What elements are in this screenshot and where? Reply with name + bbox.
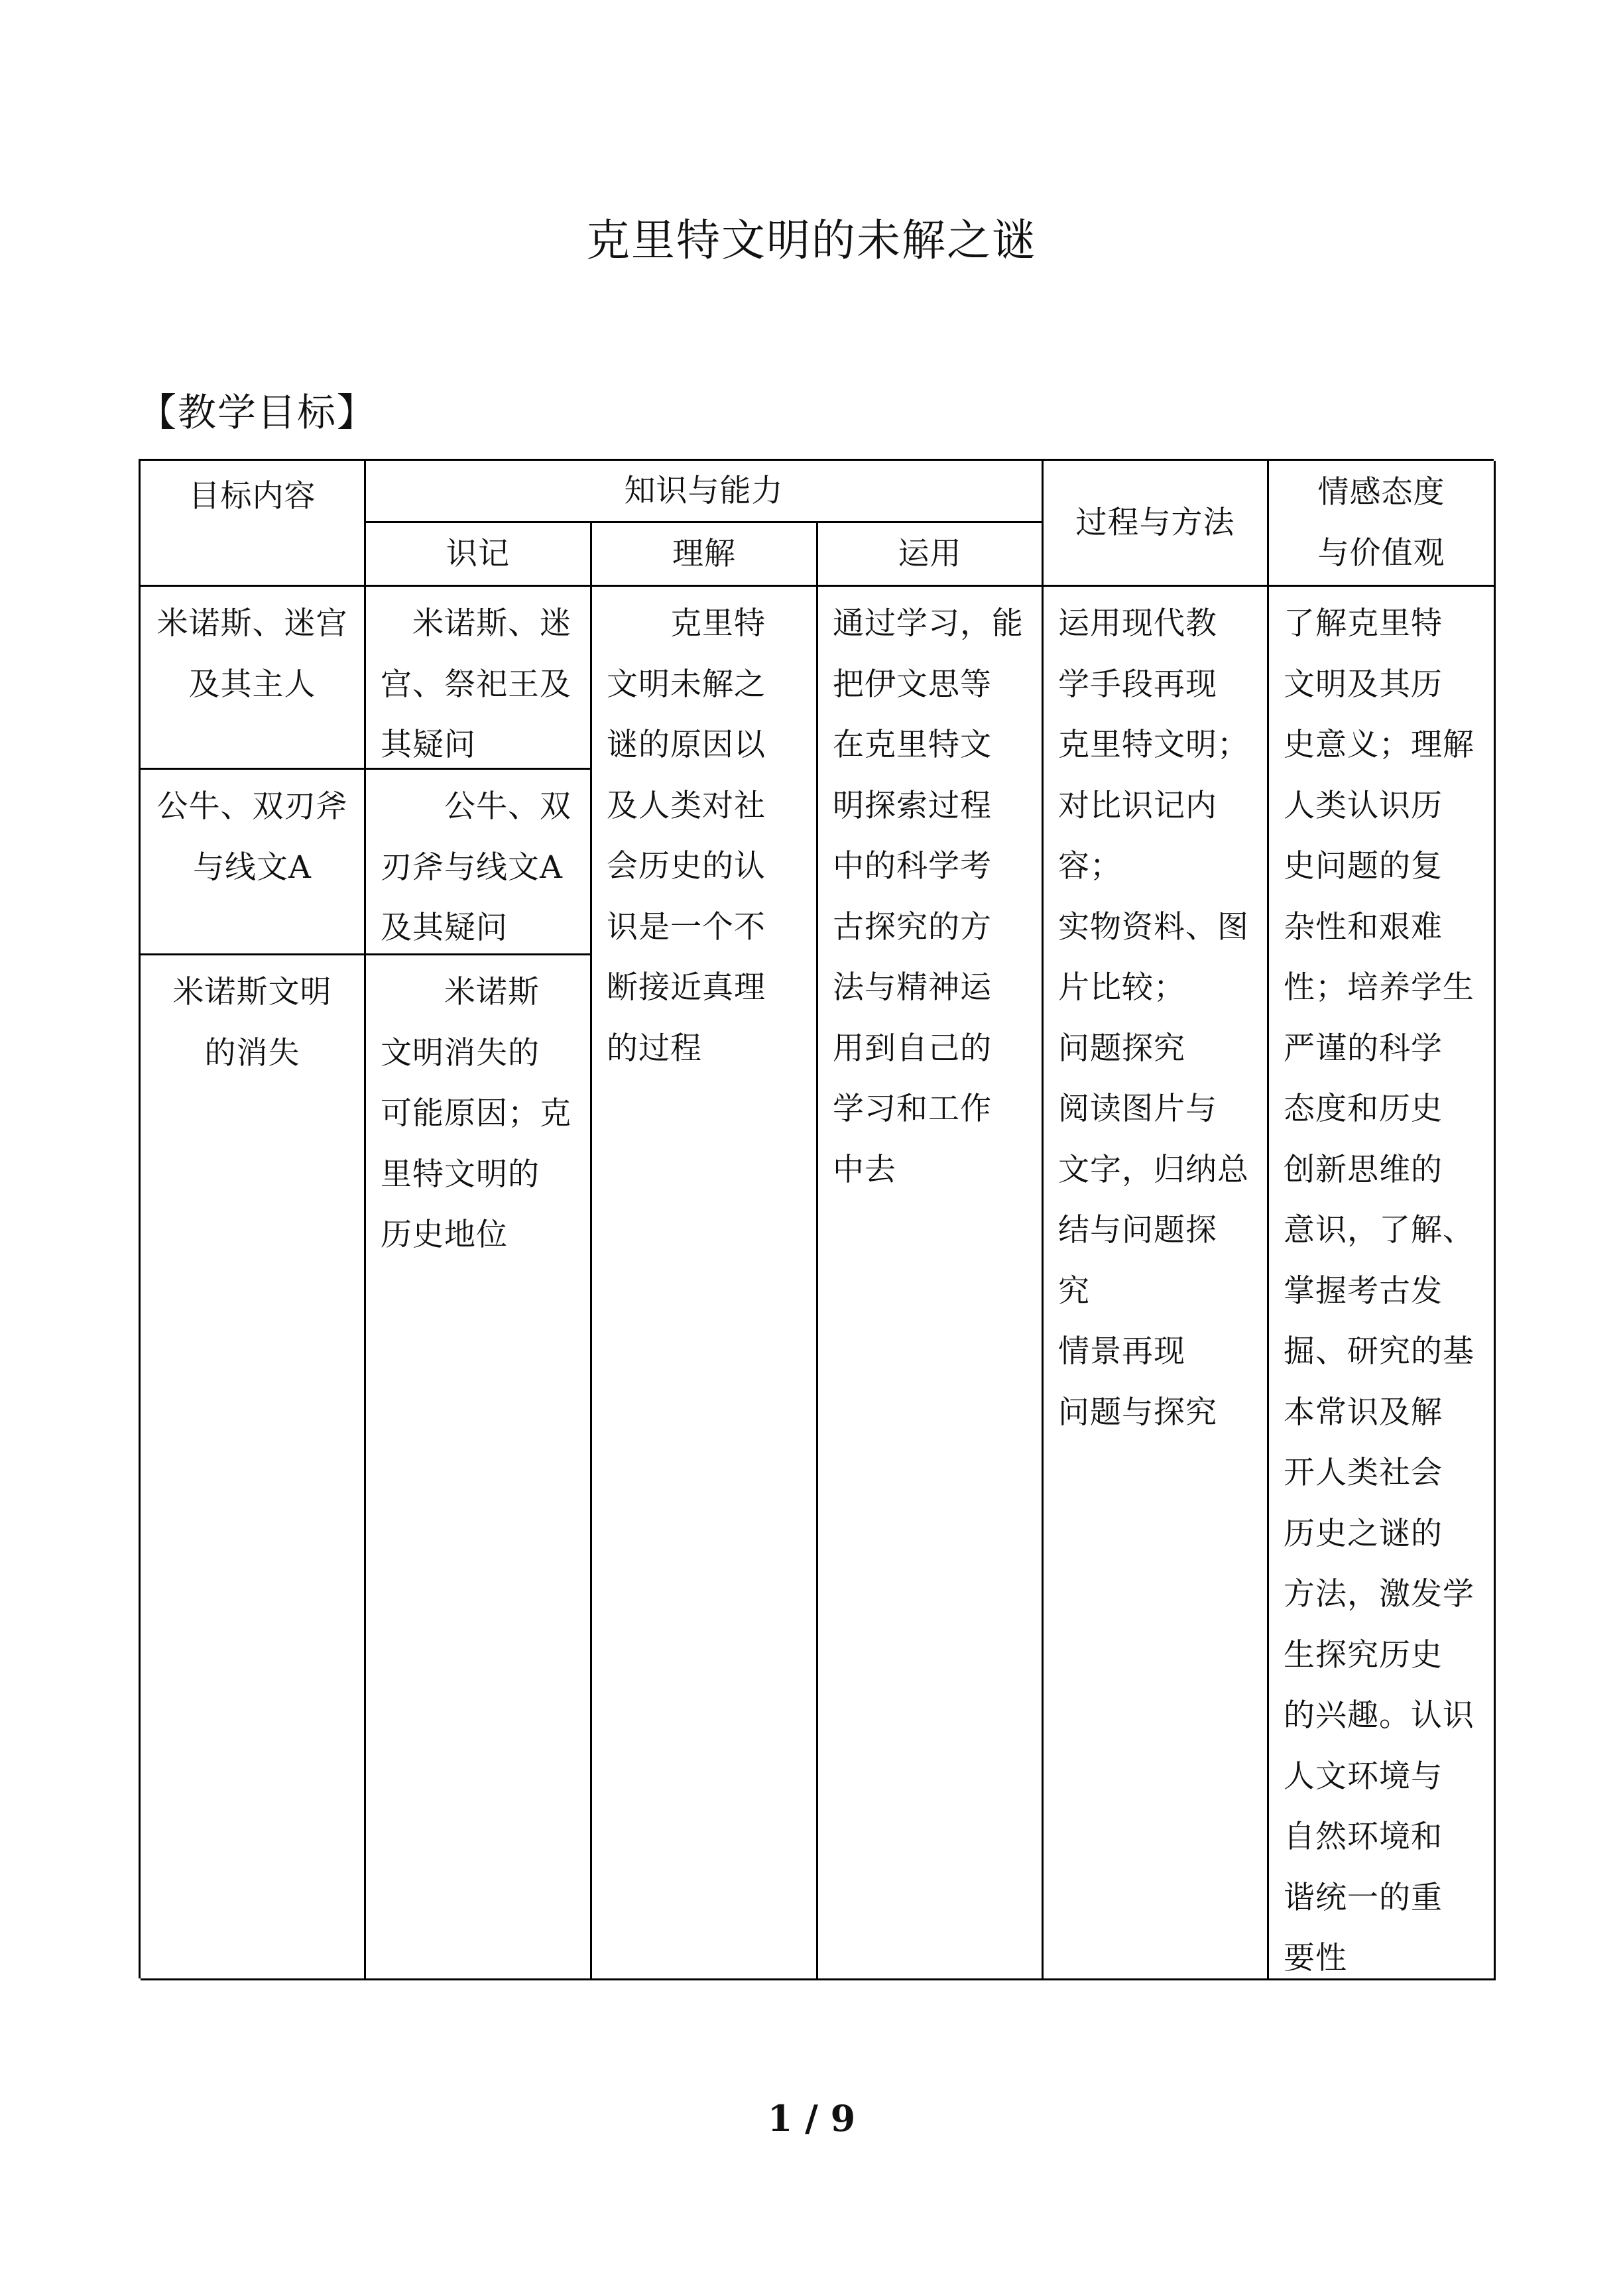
header-process-method [1044,461,1269,587]
teaching-goals-table [139,459,1494,1978]
header-memorize [366,523,592,587]
goal-row-3: 米诺斯文明 的消失 [141,955,366,1980]
header-emotion-values-label: 情感态度 与价值观 [1317,473,1445,572]
emotion-values-cell: 了解克里特 文明及其历 史意义；理解 人类认识历 史问题的复 杂性和艰难 性；培养学生 严谨的科学 态度和历史 创新思维的 意识，了解、 掌握考古发 掘、研究的基 本常识及解 开人类社会 历史之谜的 方法，激发学 生探究历史 的兴趣。认识 人文环境与 自然环境和 谐统一的重 要性 [1269,587,1496,1980]
header-apply-label: 运用 [898,535,962,572]
header-understand [592,523,818,587]
header-knowledge-ability [366,461,1044,523]
page-title: 克里特文明的未解之谜 [586,215,1037,266]
header-goal-content [141,461,366,587]
goal-row-2: 公牛、双刃斧 与线文A [141,770,366,955]
header-memorize-label: 识记 [446,535,510,572]
header-apply [818,523,1044,587]
header-emotion-values [1269,461,1496,587]
memorize-row-1: 米诺斯、迷 宫、祭祀王及 其疑问 [366,587,592,770]
page-number: 1 / 9 [767,2097,856,2140]
apply-cell: 通过学习，能 把伊文思等 在克里特文 明探索过程 中的科学考 古探究的方 法与精神运 用到自己的 学习和工作 中去 [818,587,1044,1980]
memorize-row-2: 公牛、双 刃斧与线文A 及其疑问 [366,770,592,955]
memorize-row-3: 米诺斯 文明消失的 可能原因；克 里特文明的 历史地位 [366,955,592,1980]
process-method-cell: 运用现代教 学手段再现 克里特文明； 对比识记内 容； 实物资料、图 片比较； 问题探究 阅读图片与 文字，归纳总 结与问题探 究 情景再现 问题与探究 [1044,587,1269,1980]
header-understand-label: 理解 [672,535,736,572]
header-process-method-label: 过程与方法 [1075,504,1235,541]
header-goal-content-label: 目标内容 [188,478,316,514]
section-heading: 【教学目标】 [138,390,377,435]
goal-row-1: 米诺斯、迷宫 及其主人 [141,587,366,770]
header-knowledge-ability-label: 知识与能力 [624,472,784,509]
understand-cell: 克里特 文明未解之 谜的原因以 及人类对社 会历史的认 识是一个不 断接近真理 的过程 [592,587,818,1980]
